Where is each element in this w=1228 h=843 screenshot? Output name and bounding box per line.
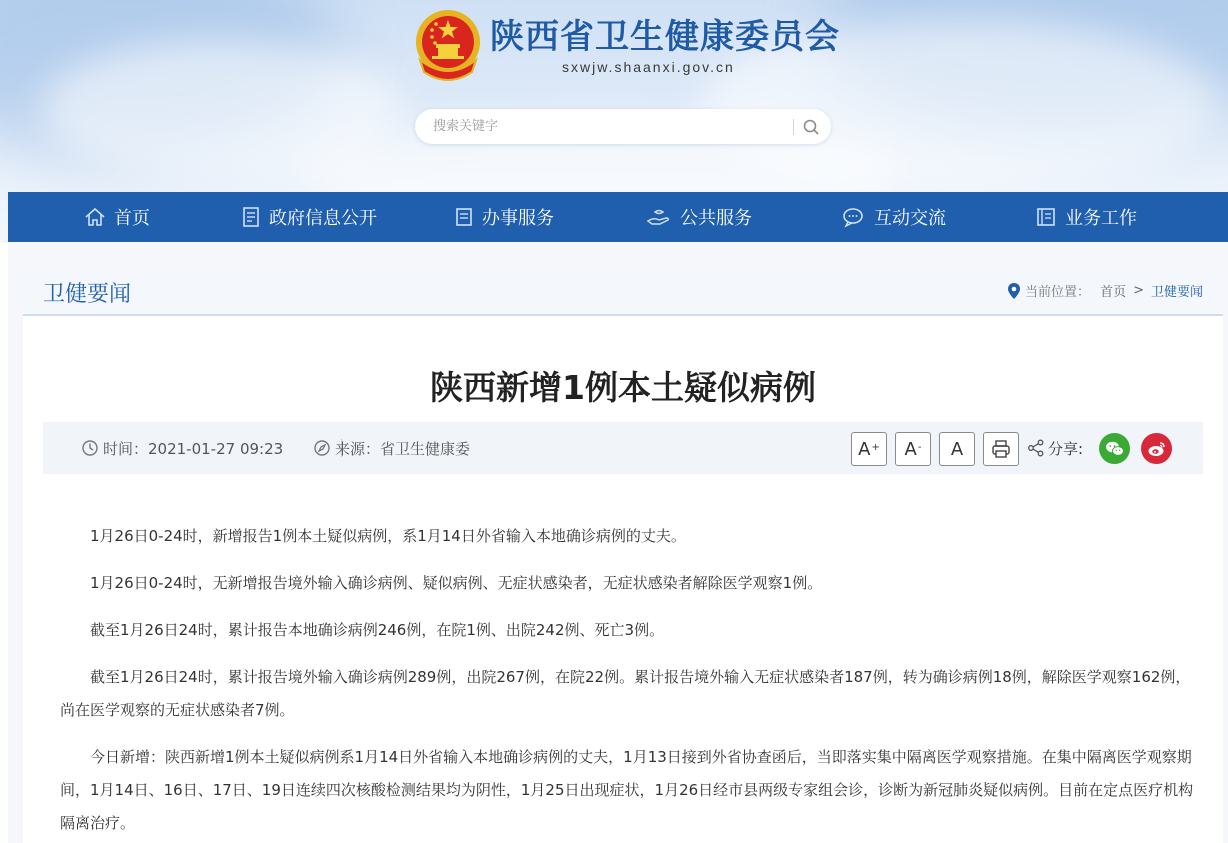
font-larger-label: A bbox=[858, 438, 871, 460]
article-paragraph: 1月26日0-24时，新增报告1例本土疑似病例，系1月14日外省输入本地确诊病例的丈夫。 bbox=[90, 527, 686, 545]
document-icon bbox=[241, 206, 261, 228]
article-source-text: 来源：省卫生健康委 bbox=[335, 439, 471, 458]
search-icon bbox=[803, 119, 819, 135]
article-paragraph: 1月26日0-24时，无新增报告境外输入确诊病例、疑似病例、无症状感染者，无症状感染者解除医学观察1例。 bbox=[90, 574, 823, 592]
breadcrumb bbox=[1007, 281, 1203, 300]
location-pin-icon bbox=[1007, 282, 1021, 300]
search-input[interactable] bbox=[433, 112, 793, 142]
nav-item-label: 办事服务 bbox=[482, 208, 554, 229]
section-header bbox=[23, 267, 1223, 316]
share-weibo-button[interactable] bbox=[1141, 433, 1172, 464]
share-label: 分享: bbox=[1048, 439, 1084, 458]
share-icon bbox=[1027, 439, 1045, 457]
printer-icon bbox=[991, 439, 1011, 459]
hand-icon bbox=[646, 206, 672, 228]
nav-item-label: 政府信息公开 bbox=[269, 208, 377, 229]
article-source bbox=[313, 422, 470, 474]
article-paragraph: 截至1月26日24时，累计报告本地确诊病例246例，在院1例、出院242例、死亡3例。 bbox=[90, 621, 665, 639]
breadcrumb-current-link[interactable]: 卫健要闻 bbox=[1150, 285, 1203, 300]
font-reset-label: A bbox=[950, 438, 964, 460]
breadcrumb-home-link[interactable]: 首页 bbox=[1100, 285, 1127, 300]
nav-item-public-service[interactable] bbox=[646, 192, 752, 242]
weibo-icon bbox=[1147, 440, 1167, 458]
article-body bbox=[60, 520, 1200, 843]
print-button[interactable] bbox=[983, 432, 1019, 466]
font-reset-button[interactable] bbox=[939, 432, 975, 466]
nav-item-home[interactable] bbox=[84, 192, 150, 242]
main-nav bbox=[8, 192, 1228, 242]
breadcrumb-label: 当前位置： bbox=[1025, 285, 1091, 300]
site-domain: sxwjw.shaanxi.gov.cn bbox=[562, 59, 735, 75]
breadcrumb-separator: > bbox=[1133, 283, 1144, 298]
article-meta-bar bbox=[43, 422, 1203, 474]
nav-item-label: 公共服务 bbox=[680, 208, 752, 229]
site-title: 陕西省卫生健康委员会 bbox=[490, 17, 840, 57]
article-paragraph: 今日新增：陕西新增1例本土疑似病例系1月14日外省输入本地确诊病例的丈夫，1月13日接到外省协查函后，当即落实集中隔离医学观察措施。在集中隔离医学观察期间，1月14日、16日、17日、19日连续四次核酸检测结果均为阴性，1月25日出现症状，1月26日经市县两级专家组会诊，诊断为新冠肺炎疑似病例。目前在定点医疗机构隔离治疗。 bbox=[60, 748, 1194, 832]
nav-item-gov-info[interactable] bbox=[241, 192, 377, 242]
service-icon bbox=[454, 206, 474, 228]
site-logo[interactable] bbox=[412, 6, 840, 86]
publish-time bbox=[81, 422, 283, 474]
font-smaller-label: A bbox=[904, 438, 917, 460]
nav-item-label: 业务工作 bbox=[1065, 208, 1137, 229]
share-wechat-button[interactable] bbox=[1099, 433, 1130, 464]
chat-icon bbox=[842, 206, 866, 228]
font-larger-button[interactable]: A + bbox=[851, 432, 887, 466]
publish-time-text: 时间：2021-01-27 09:23 bbox=[103, 439, 284, 458]
compass-icon bbox=[313, 439, 331, 457]
nav-item-label: 首页 bbox=[114, 208, 150, 229]
book-icon bbox=[1035, 206, 1057, 228]
national-emblem-icon bbox=[412, 8, 484, 84]
article-paragraph: 截至1月26日24时，累计报告境外输入确诊病例289例，出院267例，在院22例。累计报告境外输入无症状感染者187例，转为确诊病例18例，解除医学观察162例，尚在医学观察的无症状感染者7例。 bbox=[60, 668, 1191, 719]
nav-item-business[interactable] bbox=[1035, 192, 1137, 242]
article-title: 陕西新增1例本土疑似病例 bbox=[430, 368, 816, 407]
nav-item-label: 互动交流 bbox=[874, 208, 946, 229]
nav-item-interaction[interactable] bbox=[842, 192, 946, 242]
share-section bbox=[1027, 422, 1083, 474]
nav-item-services[interactable] bbox=[454, 192, 554, 242]
wechat-icon bbox=[1105, 440, 1125, 458]
clock-icon bbox=[81, 439, 99, 457]
search-button[interactable] bbox=[794, 110, 828, 144]
search-box bbox=[415, 109, 831, 144]
home-icon bbox=[84, 206, 106, 228]
font-smaller-button[interactable]: A - bbox=[895, 432, 931, 466]
section-title: 卫健要闻 bbox=[43, 282, 132, 307]
